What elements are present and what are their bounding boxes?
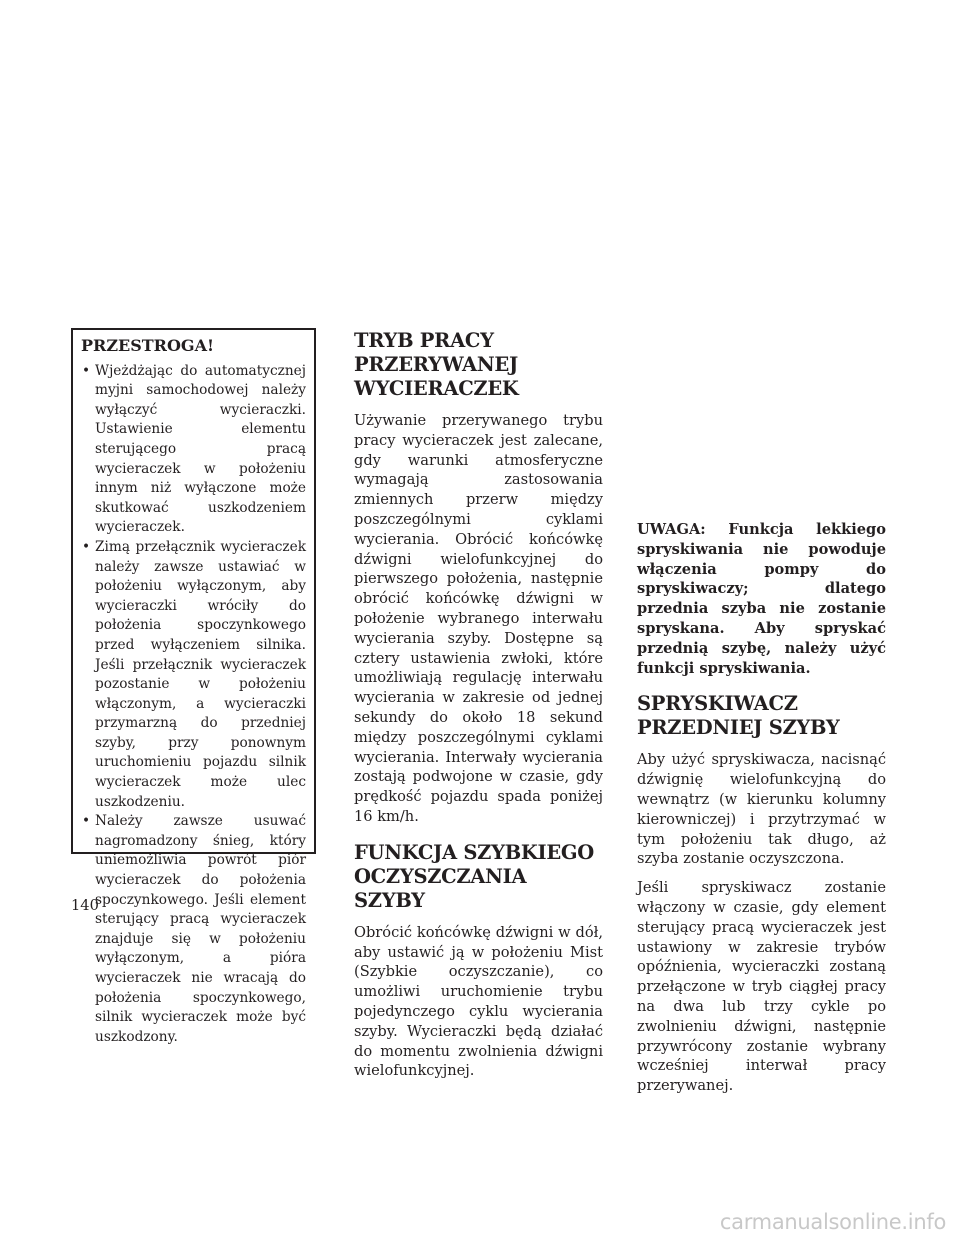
section-heading-intermittent: TRYB PRACY PRZERYWANEJ WYCIERACZEK bbox=[354, 329, 519, 400]
watermark: carmanualsonline.info bbox=[719, 1210, 946, 1234]
column-right bbox=[637, 520, 886, 1105]
section-text-quick-clean: Obrócić końcówkę dźwigni w dół, aby ustawić ją w położeniu Mist (Szybkie oczyszczanie), co umożliwi uruchomienie trybu pojedynczego cyklu wycierania szyby. Wycieraczki będą działać do momentu zwolnienia dźwigni wielofunkcyjnej. bbox=[354, 923, 603, 1080]
column-middle bbox=[354, 329, 603, 1090]
section-heading-washer: SPRYSKIWACZ PRZEDNIEJ SZYBY bbox=[637, 692, 840, 740]
section-heading-quick-clean: FUNKCJA SZYBKIEGO OCZYSZCZANIA SZYBY bbox=[354, 840, 594, 912]
washer-paragraph: Jeśli spryskiwacz zostanie włączony w czasie, gdy element sterujący pracą wycieraczek jest ustawiony w zakresie trybów opóźnienia, wycieraczki zostaną przełączone w tryb ciągłej pracy na dwa lub trzy cykle po zwolnieniu dźwigni, następnie przywrócony zostanie wybrany wcześniej interwał pracy przerywanej. bbox=[637, 879, 886, 1095]
warning-item: • Wjeżdżając do automatycznej myjni samochodowej należy wyłączyć wycieraczki. Ustawienie elementu sterującego pracą wycieraczek w położeniu innym niż wyłączone może skutkować uszkodzeniem wycieraczek. bbox=[81, 362, 306, 538]
warning-list bbox=[81, 362, 306, 1048]
note-text: UWAGA: Funkcja lekkiego spryskiwania nie powoduje włączenia pompy do spryskiwaczy; dlatego przednia szyba nie zostanie spryskana. Aby spryskać przednią szybę, należy użyć funkcji spryskiwania. bbox=[637, 521, 886, 677]
warning-title: PRZESTROGA! bbox=[81, 336, 214, 355]
warning-item: • Zimą przełącznik wycieraczek należy zawsze ustawiać w położeniu wyłączonym, aby wycieraczki wróciły do położenia spoczynkowego przed wyłączeniem silnika. Jeśli przełącznik wycieraczek pozostanie w położeniu włączonym, a wycieraczki przymarzną do przedniej szyby, przy ponownym uruchomieniu pojazdu silnik wycieraczek może ulec uszkodzeniu. bbox=[81, 538, 306, 812]
page-number: 140 bbox=[71, 897, 99, 914]
washer-paragraph: Aby użyć spryskiwacza, nacisnąć dźwignię wielofunkcyjną do wewnątrz (w kierunku kolumny kierowniczej) i przytrzymać w tym położeniu tak długo, aż szyba zostanie oczyszczona. bbox=[637, 751, 886, 868]
section-text-intermittent: Używanie przerywanego trybu pracy wycieraczek jest zalecane, gdy warunki atmosferyczne wymagają zastosowania zmiennych przerw między poszczególnymi cyklami wycierania. Obrócić końcówkę dźwigni wielofunkcyjnej do pierwszego położenia, następnie obrócić końcówkę dźwigni w położenie wybranego interwału wycierania szyby. Dostępne są cztery ustawienia zwłoki, które umożliwiają regulację interwału wycierania w zakresie od jednej sekundy do około 18 sekund między poszczególnymi cyklami wycierania. Interwały wycierania zostają podwojone w czasie, gdy prędkość pojazdu spada poniżej 16 km/h. bbox=[354, 412, 603, 825]
warning-item: • Należy zawsze usuwać nagromadzony śnieg, który uniemożliwia powrót piór wycieraczek do położenia spoczynkowego. Jeśli element sterujący pracą wycieraczek znajduje się w położeniu wyłączonym, a pióra wycieraczek nie wracają do położenia spoczynkowego, silnik wycieraczek może być uszkodzony. bbox=[81, 812, 306, 1047]
